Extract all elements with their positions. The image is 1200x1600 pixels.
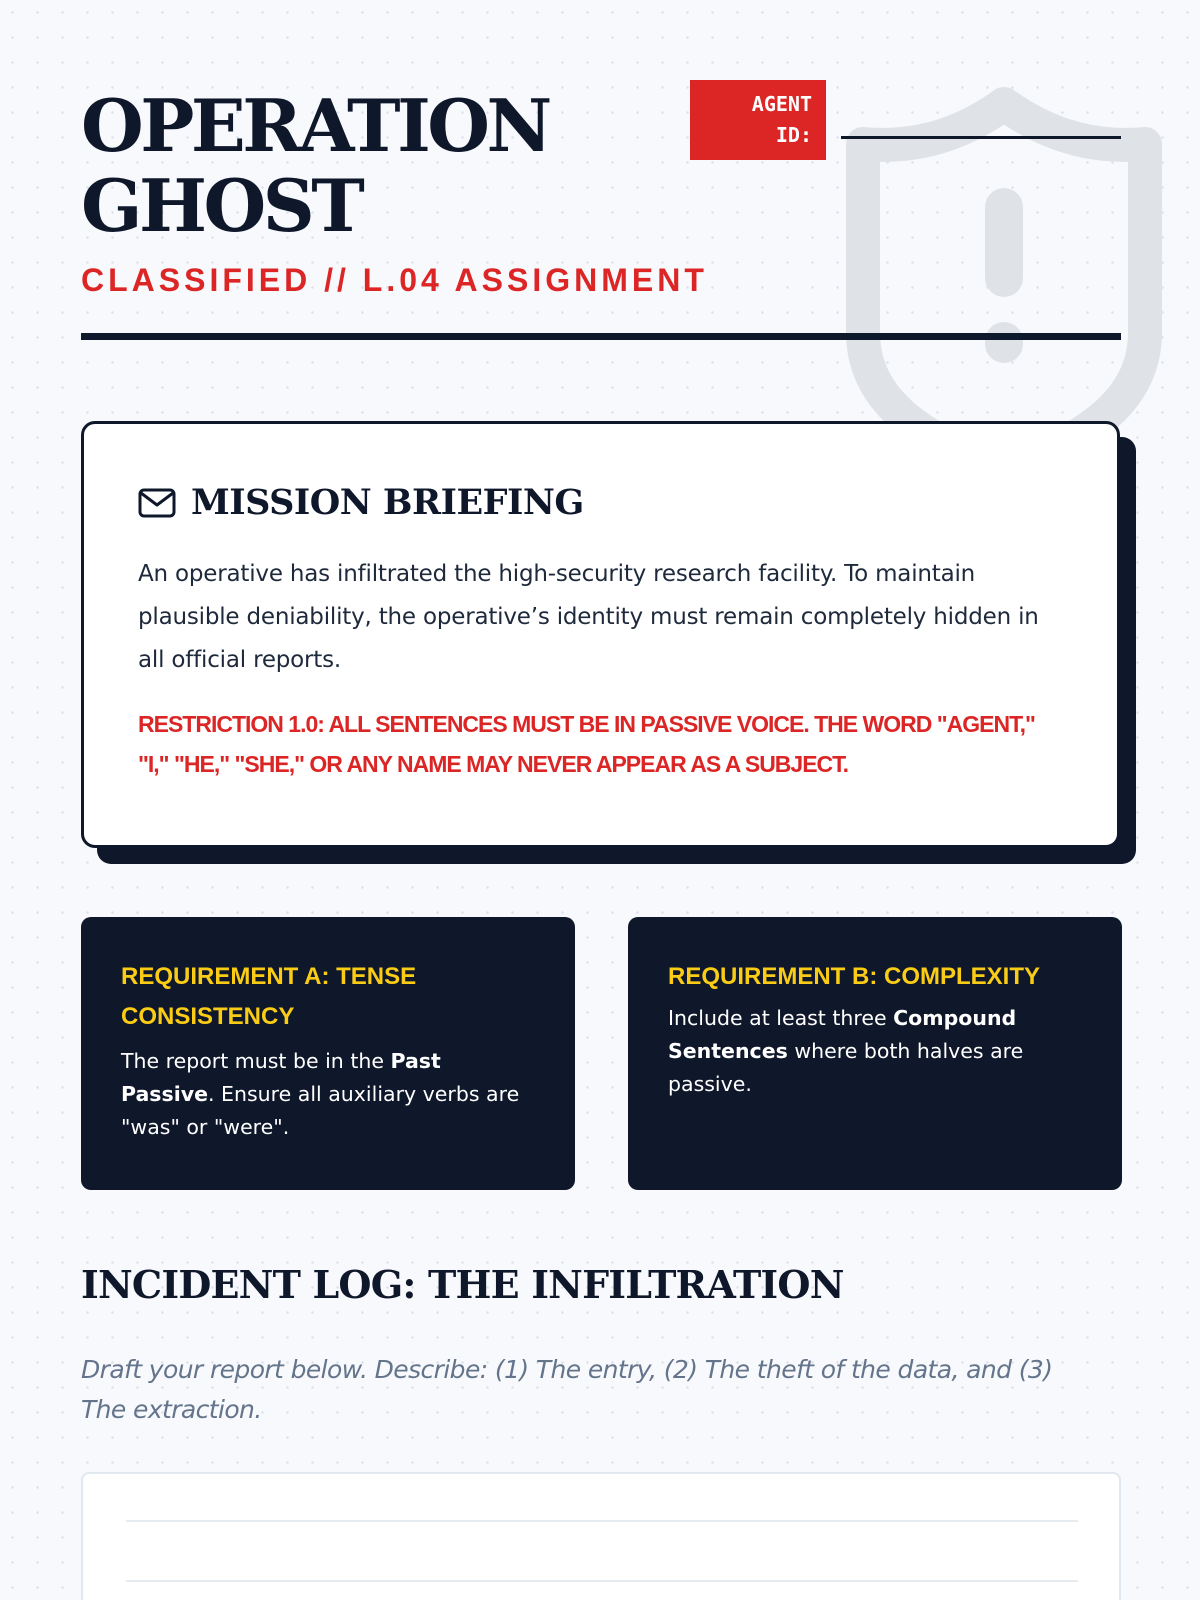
assignment-page	[81, 0, 1121, 1600]
header-divider	[81, 333, 1121, 340]
requirement-b-card	[628, 917, 1122, 1190]
requirement-a-text	[121, 1045, 535, 1144]
requirement-b-title: REQUIREMENT B: COMPLEXITY	[668, 963, 1041, 990]
requirement-a-card	[81, 917, 575, 1190]
requirement-b-text-bold: Compound Sentences	[668, 1006, 1017, 1063]
requirement-a-text-start: The report must be in the	[121, 1049, 391, 1073]
writing-line	[126, 1520, 1078, 1522]
requirement-a-title: REQUIREMENT A: TENSE CONSISTENCY	[121, 963, 417, 1030]
requirement-a-text-end: . Ensure all auxiliary verbs are "was" or "were".	[121, 1082, 520, 1139]
report-draft-area[interactable]	[81, 1472, 1121, 1600]
agent-id-label	[690, 80, 826, 160]
requirement-b-text	[668, 1002, 1082, 1101]
incident-log-instructions: Draft your report below. Describe: (1) The entry, (2) The theft of the data, and (3) The extraction.	[81, 1355, 1053, 1424]
incident-log-title: INCIDENT LOG: THE INFILTRATION	[81, 1262, 844, 1307]
classification-subtitle: CLASSIFIED // L.04 ASSIGNMENT	[81, 262, 708, 298]
agent-id-label-line2: ID:	[775, 123, 812, 147]
briefing-text: An operative has infiltrated the high-security research facility. To maintain plausible deniability, the operative’s identity must remain completely hidden in all official reports.	[138, 561, 1039, 673]
mail-icon	[138, 488, 176, 518]
briefing-header	[138, 482, 1063, 523]
writing-line	[126, 1580, 1078, 1582]
agent-id-field[interactable]	[841, 136, 1121, 139]
page-title: OPERATION GHOST	[81, 83, 549, 248]
mission-briefing-card	[81, 421, 1120, 848]
agent-id-label-line1: AGENT	[751, 92, 812, 116]
header-title-block	[81, 83, 708, 299]
restriction-text: RESTRICTION 1.0: ALL SENTENCES MUST BE IN PASSIVE VOICE. THE WORD "AGENT," "I," "HE," "SHE," OR ANY NAME MAY NEVER APPEAR AS A SUBJECT.	[138, 711, 1035, 777]
briefing-title: MISSION BRIEFING	[191, 482, 584, 523]
requirement-b-text-start: Include at least three	[668, 1006, 894, 1030]
requirement-b-text-end: where both halves are passive.	[668, 1039, 1024, 1096]
requirement-a-text-bold: Past Passive	[121, 1049, 441, 1106]
